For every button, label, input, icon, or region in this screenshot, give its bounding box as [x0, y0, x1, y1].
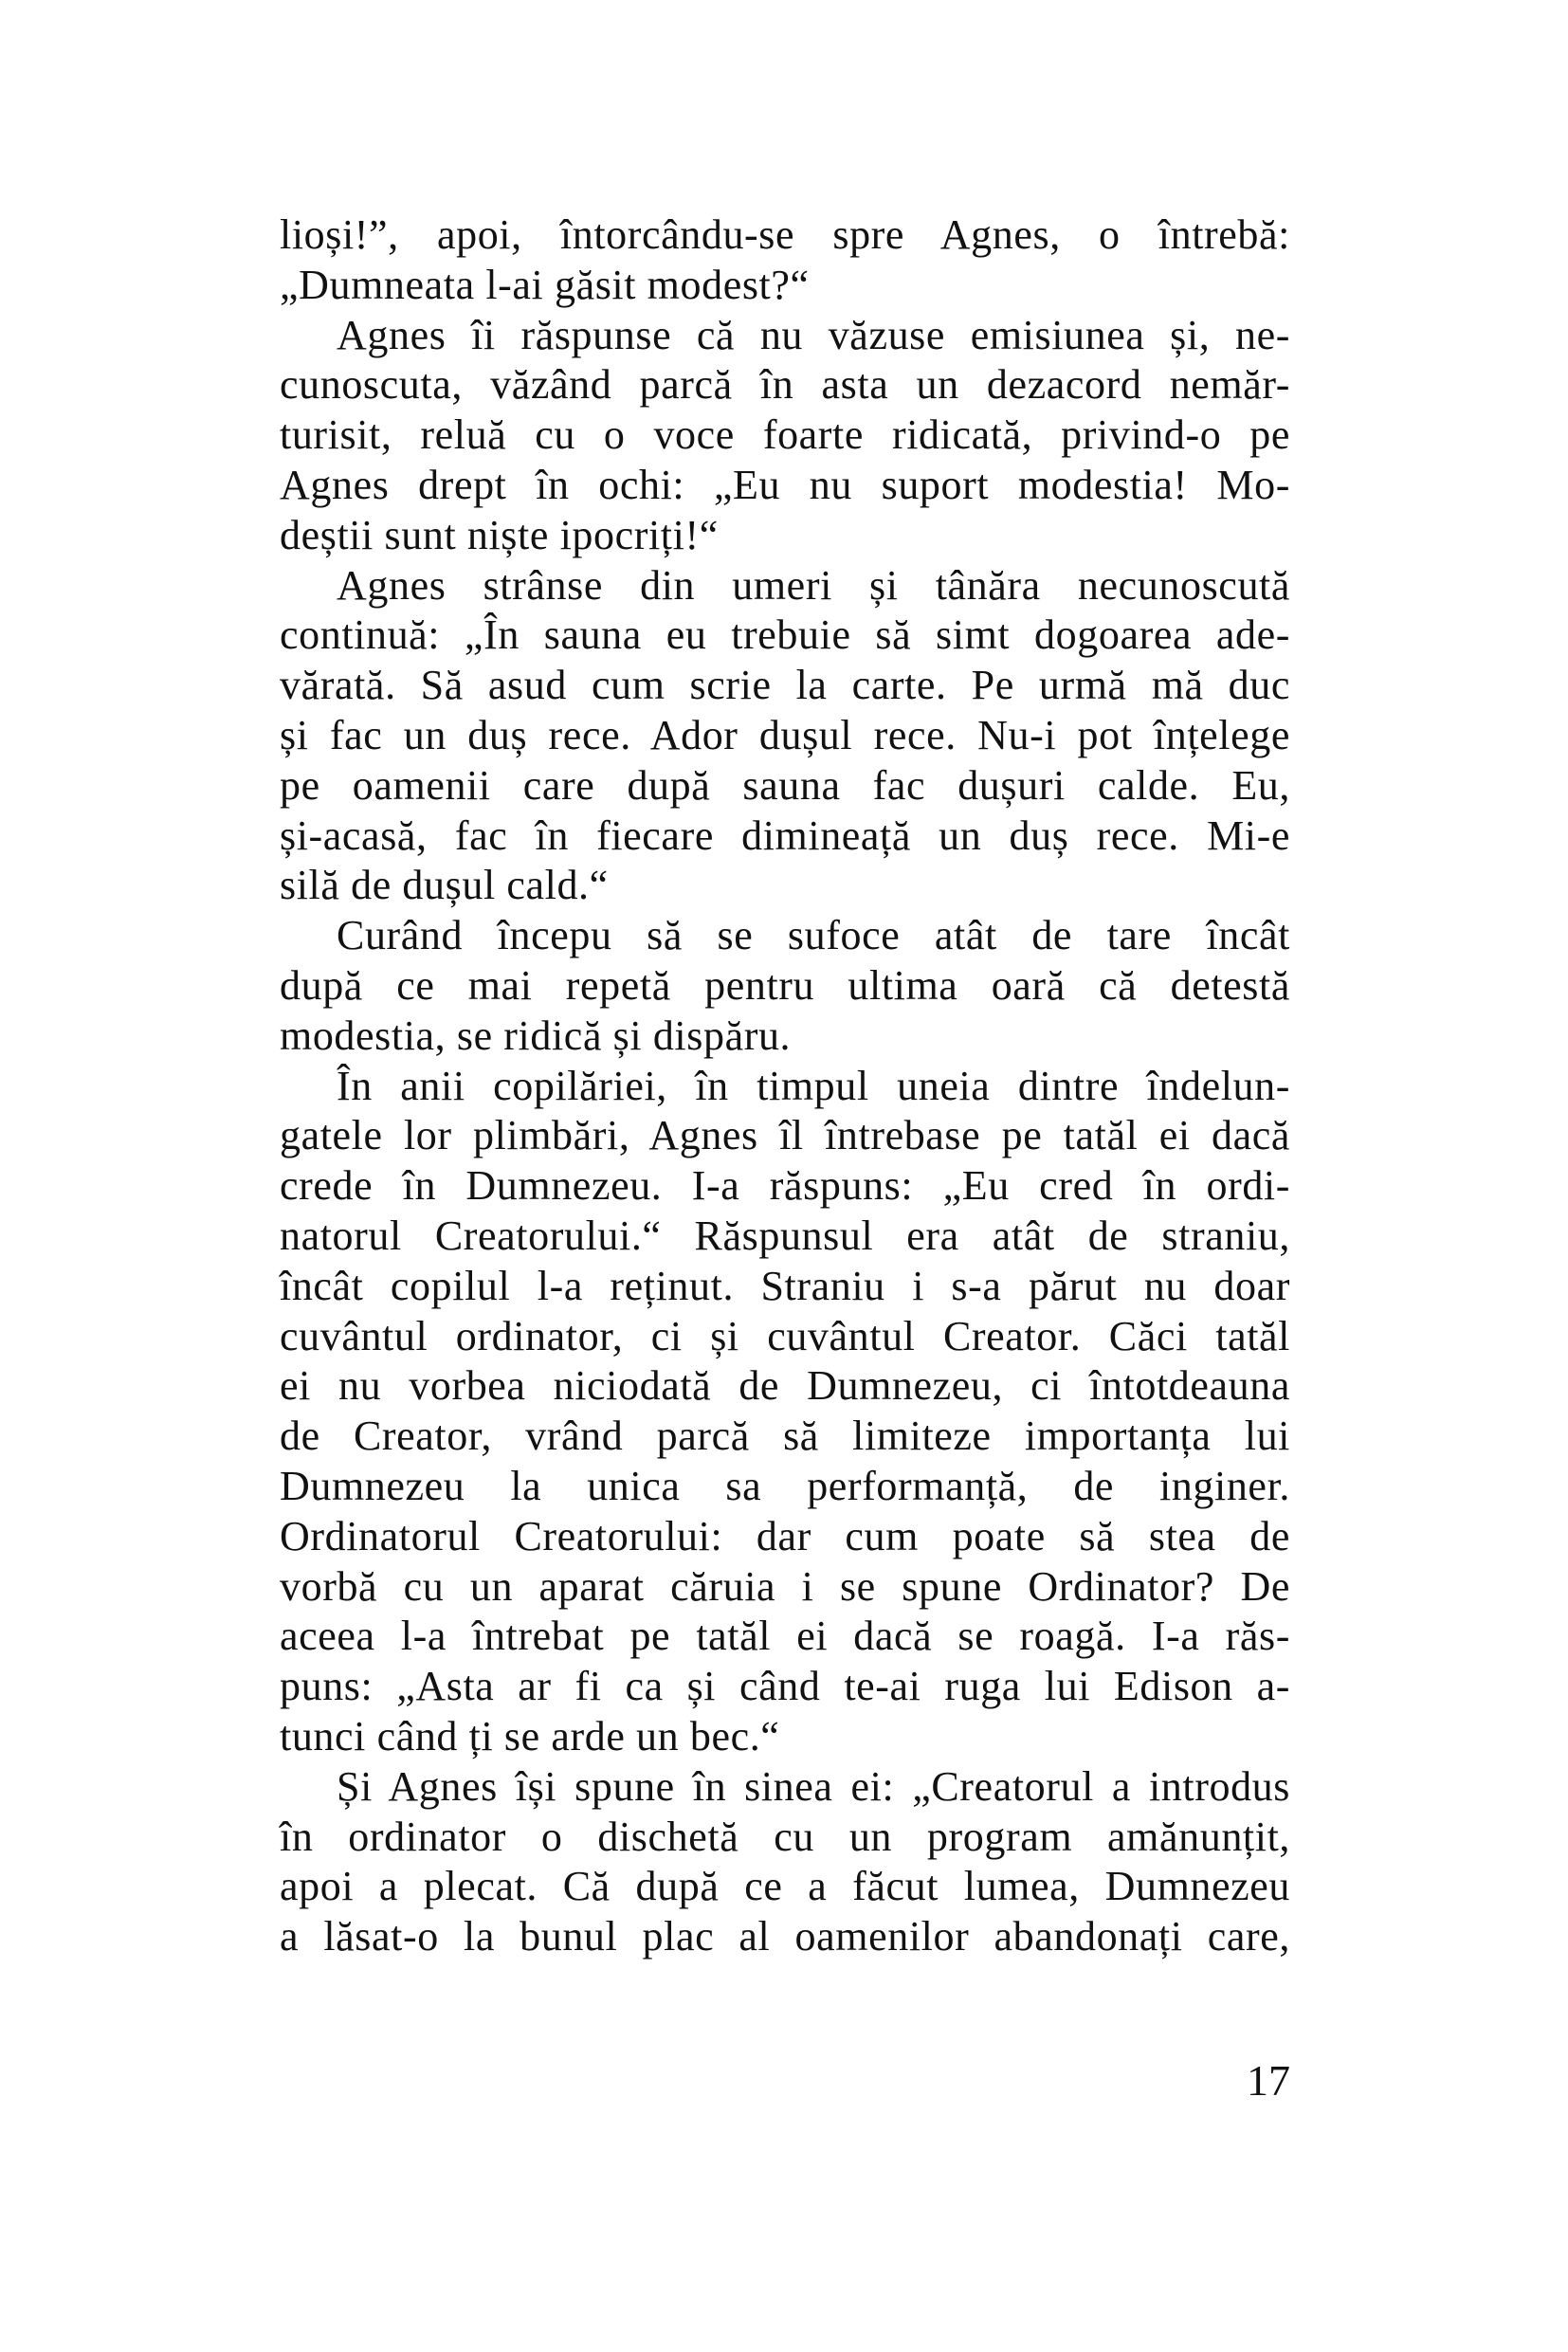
text-line: puns: „Asta ar fi ca și când te-ai ruga lui Edison a-: [280, 1663, 1290, 1710]
text-line: vărată. Să asud cum scrie la carte. Pe urmă mă duc: [280, 662, 1290, 709]
text-line: în ordinator o dischetă cu un program amănunțit,: [280, 1813, 1290, 1860]
text-line: deștii sunt niște ipocriți!“: [280, 511, 719, 558]
text-line: după ce mai repetă pentru ultima oară că detestă: [280, 961, 1290, 1009]
text-line: și fac un duș rece. Ador dușul rece. Nu-i pot înțelege: [280, 711, 1290, 758]
text-line: Agnes strânse din umeri și tânăra necunoscută: [337, 561, 1290, 609]
text-line: turisit, reluă cu o voce foarte ridicată, privind-o pe: [280, 411, 1290, 459]
text-line: continuă: „În sauna eu trebuie să simt dogoarea ade-: [280, 611, 1290, 659]
text-line: ei nu vorbea niciodată de Dumnezeu, ci întotdeauna: [280, 1362, 1290, 1410]
text-line: apoi a plecat. Că după ce a făcut lumea, Dumnezeu: [280, 1863, 1290, 1910]
text-line: Dumnezeu la unica sa performanță, de inginer.: [280, 1462, 1290, 1509]
text-line: În anii copilăriei, în timpul uneia dintre îndelun-: [337, 1062, 1290, 1109]
text-line: de Creator, vrând parcă să limiteze importanța lui: [280, 1413, 1290, 1460]
text-line: aceea l-a întrebat pe tatăl ei dacă se roagă. I-a răs-: [280, 1613, 1290, 1660]
text-line: și-acasă, fac în fiecare dimineață un duș rece. Mi-e: [280, 811, 1290, 859]
text-line: „Dumneata l-ai găsit modest?“: [280, 261, 810, 308]
text-line: încât copilul l-a reținut. Straniu i s-a părut nu doar: [280, 1262, 1290, 1309]
text-line: cunoscuta, văzând parcă în asta un dezacord nemăr-: [280, 361, 1290, 409]
text-line: Curând începu să se sufoce atât de tare încât: [337, 912, 1290, 959]
text-line: Și Agnes își spune în sinea ei: „Creatorul a introdus: [337, 1762, 1290, 1810]
text-line: Agnes îi răspunse că nu văzuse emisiunea și, ne-: [337, 311, 1290, 358]
text-line: modestia, se ridică și dispăru.: [280, 1012, 792, 1059]
page-body: [280, 210, 1290, 1962]
text-line: a lăsat-o la bunul plac al oamenilor abandonați care,: [280, 1913, 1290, 1960]
text-line: Ordinatorul Creatorului: dar cum poate să stea de: [280, 1512, 1290, 1559]
text-line: lioși!”, apoi, întorcându-se spre Agnes, o întrebă:: [280, 211, 1290, 258]
text-line: Agnes drept în ochi: „Eu nu suport modestia! Mo-: [280, 461, 1290, 508]
text-line: tunci când ți se arde un bec.“: [280, 1712, 780, 1759]
text-line: cuvântul ordinator, ci și cuvântul Creator. Căci tatăl: [280, 1312, 1290, 1359]
text-line: natorul Creatorului.“ Răspunsul era atât de straniu,: [280, 1212, 1290, 1259]
text-line: vorbă cu un aparat căruia i se spune Ordinator? De: [280, 1562, 1290, 1610]
text-line: silă de dușul cald.“: [280, 862, 609, 909]
page-number: 17: [1247, 2056, 1290, 2105]
text-line: crede în Dumnezeu. I-a răspuns: „Eu cred în ordi-: [280, 1162, 1290, 1210]
text-line: pe oamenii care după sauna fac dușuri calde. Eu,: [280, 761, 1290, 809]
text-line: gatele lor plimbări, Agnes îl întrebase pe tatăl ei dacă: [280, 1112, 1290, 1159]
